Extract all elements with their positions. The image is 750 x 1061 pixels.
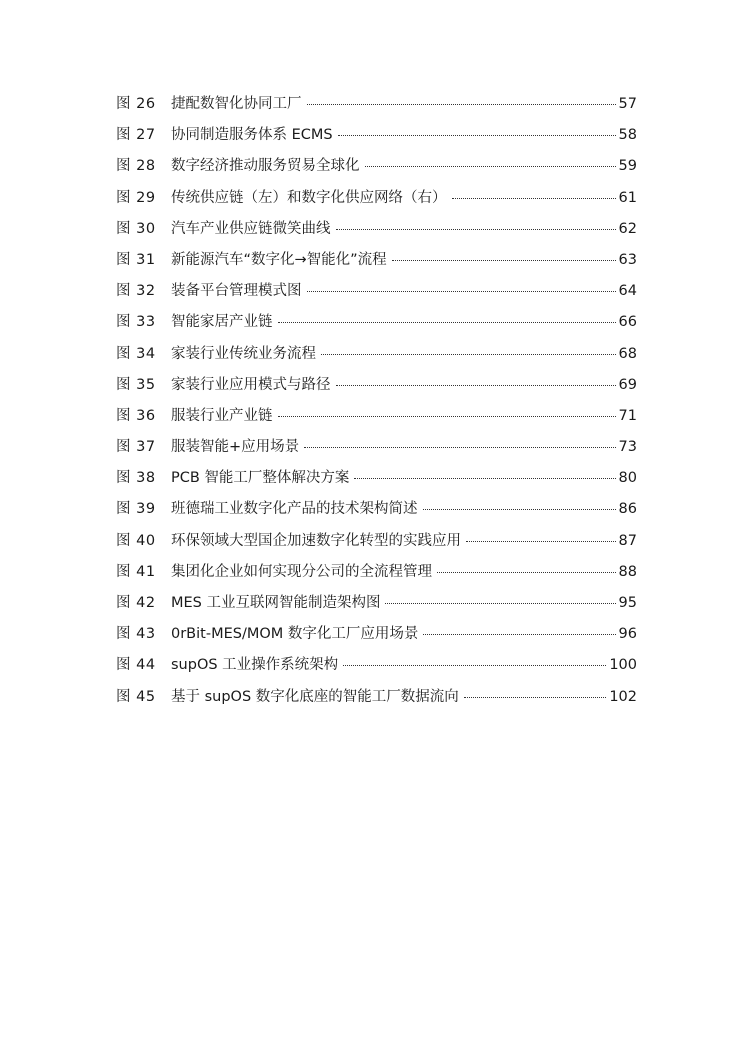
- page-number: 102: [609, 688, 637, 705]
- figure-number: 图 28: [116, 158, 156, 175]
- dot-leader: [354, 478, 615, 479]
- toc-entry[interactable]: [116, 248, 637, 279]
- figure-number: 图 41: [116, 563, 156, 580]
- figure-number: 图 44: [116, 657, 156, 674]
- figure-title: 集团化企业如何实现分公司的全流程管理: [171, 563, 432, 580]
- figure-number: 图 30: [116, 220, 156, 237]
- page-number: 68: [618, 345, 637, 362]
- figure-title: supOS 工业操作系统架构: [171, 657, 339, 674]
- toc-entry[interactable]: [116, 342, 637, 373]
- figure-title: 新能源汽车“数字化→智能化”流程: [171, 251, 387, 268]
- figure-title: 班德瑞工业数字化产品的技术架构简述: [171, 501, 418, 518]
- page-number: 96: [618, 626, 637, 643]
- page-number: 66: [618, 314, 637, 331]
- dot-leader: [437, 572, 616, 573]
- toc-entry[interactable]: [116, 435, 637, 466]
- figure-number: 图 36: [116, 407, 156, 424]
- page-number: 73: [618, 439, 637, 456]
- figure-title: 服装行业产业链: [171, 407, 273, 424]
- figure-title: 服装智能+应用场景: [171, 439, 300, 456]
- page-number: 58: [618, 127, 637, 144]
- dot-leader: [464, 697, 607, 698]
- figure-title: 智能家居产业链: [171, 314, 273, 331]
- page-number: 87: [618, 532, 637, 549]
- toc-entry[interactable]: [116, 186, 637, 217]
- figure-title: 数字经济推动服务贸易全球化: [171, 158, 360, 175]
- toc-entry[interactable]: [116, 685, 637, 716]
- figure-title: 环保领域大型国企加速数字化转型的实践应用: [171, 532, 461, 549]
- figure-title: 协同制造服务体系 ECMS: [171, 127, 333, 144]
- dot-leader: [321, 354, 616, 355]
- toc-entry[interactable]: [116, 279, 637, 310]
- toc-entry[interactable]: [116, 622, 637, 653]
- toc-entry[interactable]: [116, 404, 637, 435]
- dot-leader: [304, 447, 615, 448]
- toc-entry[interactable]: [116, 123, 637, 154]
- figure-title: 0rBit-MES/MOM 数字化工厂应用场景: [171, 626, 419, 643]
- dot-leader: [452, 198, 616, 199]
- figure-number: 图 33: [116, 314, 156, 331]
- dot-leader: [343, 665, 606, 666]
- figure-title: PCB 智能工厂整体解决方案: [171, 470, 350, 487]
- dot-leader: [365, 166, 616, 167]
- page-number: 71: [618, 407, 637, 424]
- page-number: 63: [618, 251, 637, 268]
- page-number: 80: [618, 470, 637, 487]
- figure-title: MES 工业互联网智能制造架构图: [171, 595, 381, 611]
- toc-entry[interactable]: [116, 560, 637, 591]
- page-number: 88: [618, 563, 637, 580]
- figure-title: 装备平台管理模式图: [171, 283, 302, 300]
- page-number: 100: [609, 657, 637, 674]
- figure-number: 图 27: [116, 127, 156, 144]
- figure-list: [116, 92, 637, 716]
- toc-entry[interactable]: [116, 217, 637, 248]
- figure-title: 捷配数智化协同工厂: [171, 96, 302, 112]
- page-number: 69: [618, 376, 637, 393]
- dot-leader: [336, 385, 616, 386]
- dot-leader: [466, 541, 616, 542]
- figure-title: 家装行业传统业务流程: [171, 345, 316, 362]
- dot-leader: [392, 260, 616, 261]
- toc-entry[interactable]: [116, 497, 637, 528]
- figure-number: 图 29: [116, 189, 156, 206]
- dot-leader: [307, 104, 616, 105]
- page-number: 95: [618, 595, 637, 611]
- figure-number: 图 34: [116, 345, 156, 362]
- toc-entry[interactable]: [116, 154, 637, 185]
- figure-number: 图 45: [116, 688, 156, 705]
- page-number: 62: [618, 220, 637, 237]
- toc-entry[interactable]: [116, 310, 637, 341]
- figure-title: 传统供应链（左）和数字化供应网络（右）: [171, 189, 447, 206]
- figure-number: 图 40: [116, 532, 156, 549]
- figure-number: 图 31: [116, 251, 156, 268]
- figure-number: 图 35: [116, 376, 156, 393]
- page-number: 64: [618, 283, 637, 300]
- dot-leader: [307, 291, 616, 292]
- toc-entry[interactable]: [116, 466, 637, 497]
- figure-title: 汽车产业供应链微笑曲线: [171, 220, 331, 237]
- figure-number: 图 42: [116, 595, 156, 611]
- dot-leader: [278, 416, 616, 417]
- figure-title: 基于 supOS 数字化底座的智能工厂数据流向: [171, 688, 459, 705]
- toc-entry[interactable]: [116, 373, 637, 404]
- toc-entry[interactable]: [116, 653, 637, 684]
- figure-number: 图 39: [116, 501, 156, 518]
- toc-entry[interactable]: [116, 591, 637, 622]
- figure-number: 图 26: [116, 96, 156, 112]
- figure-number: 图 43: [116, 626, 156, 643]
- figure-number: 图 32: [116, 283, 156, 300]
- dot-leader: [423, 509, 616, 510]
- page-number: 59: [618, 158, 637, 175]
- dot-leader: [336, 229, 616, 230]
- figure-title: 家装行业应用模式与路径: [171, 376, 331, 393]
- figure-number: 图 37: [116, 439, 156, 456]
- page-number: 57: [618, 96, 637, 112]
- figure-number: 图 38: [116, 470, 156, 487]
- dot-leader: [278, 322, 616, 323]
- dot-leader: [423, 634, 615, 635]
- page-number: 86: [618, 501, 637, 518]
- toc-entry[interactable]: [116, 92, 637, 123]
- dot-leader: [385, 603, 615, 604]
- page-number: 61: [618, 189, 637, 206]
- toc-entry[interactable]: [116, 529, 637, 560]
- dot-leader: [338, 135, 616, 136]
